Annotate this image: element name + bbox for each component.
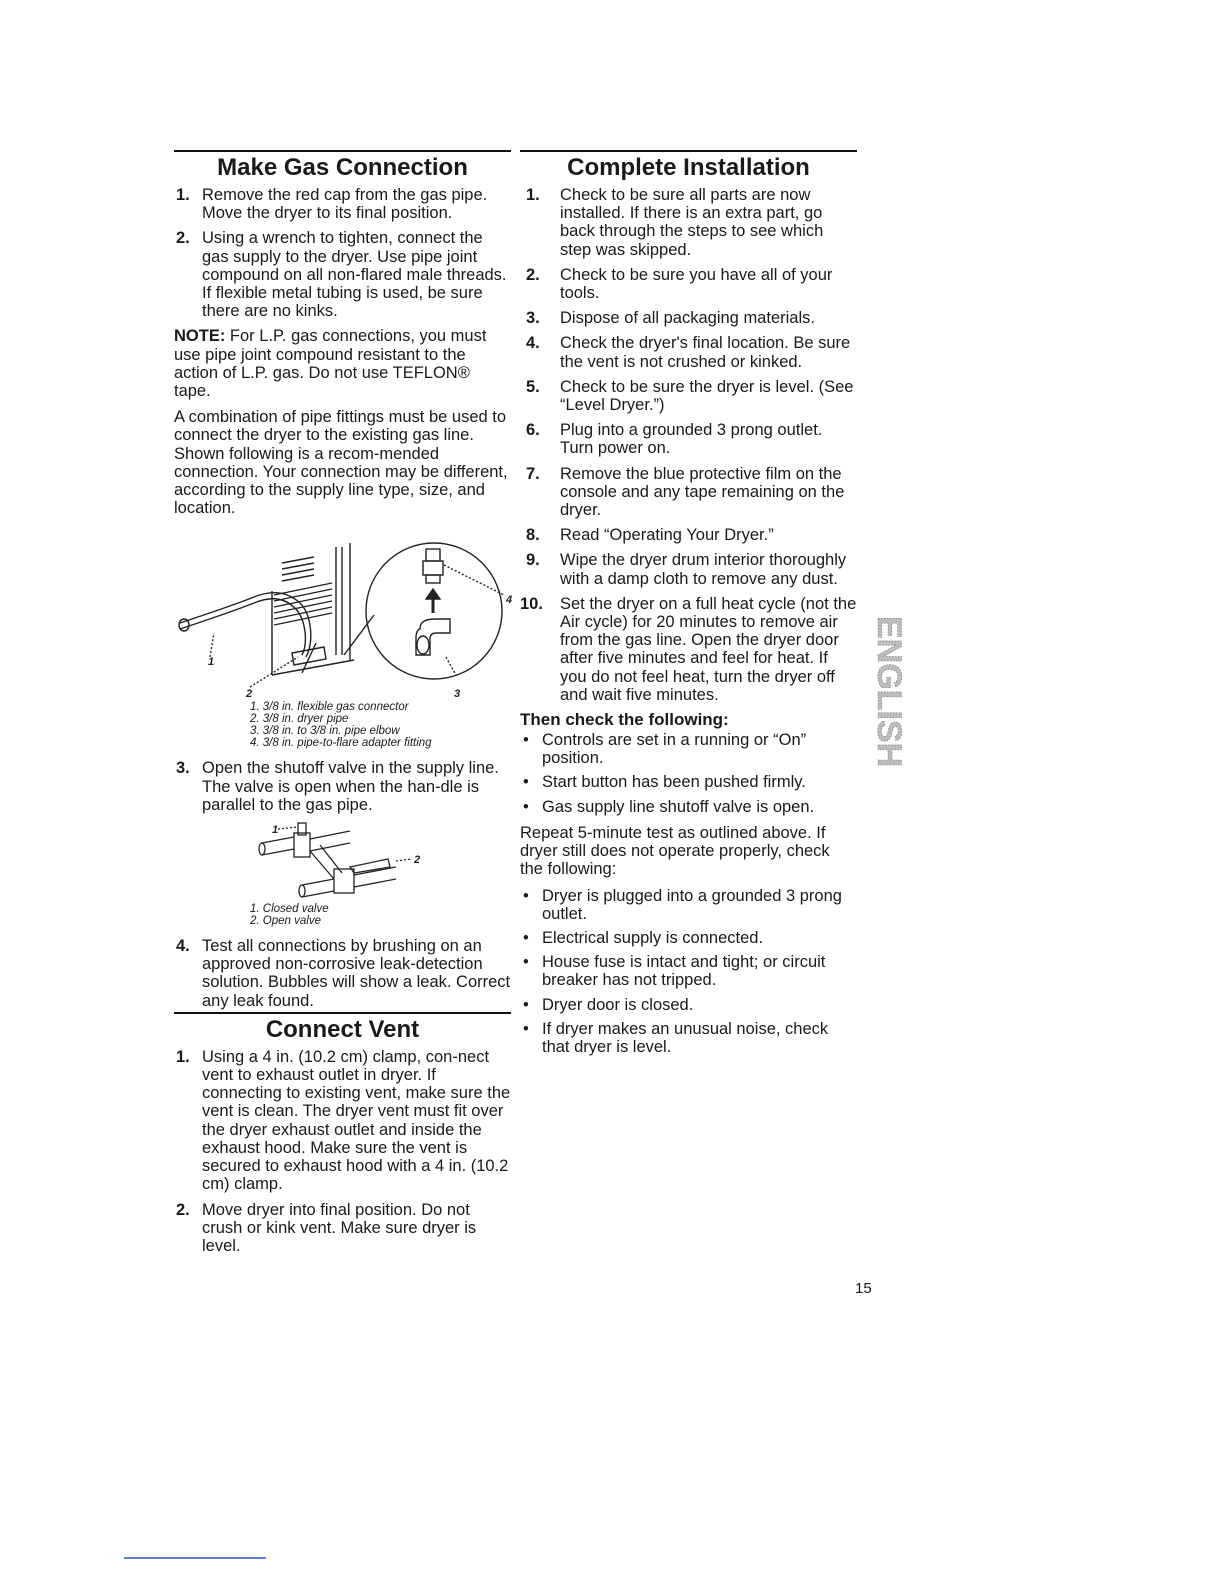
step-number: 2.: [526, 265, 540, 284]
caption-item: 4. 3/8 in. pipe-to-flare adapter fitting: [250, 737, 432, 750]
step-number: 5.: [526, 377, 540, 396]
step-number: 1.: [176, 1047, 190, 1066]
step-text: Check to be sure all parts are now installed. If there is an extra part, go back through the steps to see which step was skipped.: [560, 186, 824, 259]
vent-heading: Connect Vent: [265, 1015, 420, 1043]
caption-item: 1. 3/8 in. flexible gas connector: [250, 701, 409, 714]
complete-step: [520, 309, 857, 327]
gas-steps: [174, 186, 511, 320]
gas-connection-diagram: [174, 525, 511, 701]
side-tab-graphic: [866, 614, 908, 768]
then-check-heading: Then check the following:: [520, 710, 729, 730]
gas-step: [174, 229, 511, 320]
bullet-item: • If dryer makes an unusual noise, check that dryer is level.: [520, 1020, 857, 1056]
fig1-caption-list: [174, 701, 511, 749]
gas-steps-final: [174, 937, 511, 1010]
bullet-item: • Start button has been pushed firmly.: [520, 773, 857, 791]
side-tab-label: ENGLISH: [870, 616, 908, 768]
combo-paragraph: A combination of pipe fittings must be used to connect the dryer to the existing gas line. Shown following is a recom-mended connection. Your connection may be different, according to the supply line type, size, and location.: [174, 408, 508, 518]
complete-step: [520, 378, 857, 414]
complete-step: [520, 266, 857, 302]
step-text: Remove the blue protective film on the console and any tape remaining on the dryer.: [560, 464, 845, 520]
then-check-list: [520, 731, 857, 816]
step-number: 2.: [176, 229, 190, 248]
step-text: Open the shutoff valve in the supply line. The valve is open when the han-dle is parallel to the gas pipe.: [202, 759, 499, 814]
fig1-label-1: 1: [208, 656, 215, 669]
step-text: Read “Operating Your Dryer.”: [560, 526, 774, 545]
step-number: 7.: [526, 464, 540, 483]
step-text: Wipe the dryer drum interior thoroughly with a damp cloth to remove any dust.: [560, 551, 847, 588]
fig1-label-2: 2: [246, 688, 253, 701]
step-number: 10.: [520, 594, 543, 613]
section-rule: [174, 150, 511, 152]
step-number: 4.: [176, 937, 190, 956]
vent-step: [174, 1048, 511, 1194]
step-number: 1.: [526, 186, 540, 204]
repeat-check-list: [520, 887, 857, 1057]
complete-step: [520, 551, 857, 587]
complete-step: [520, 526, 857, 544]
repeat-paragraph: Repeat 5-minute test as outlined above. If dryer still does not operate properly, check the following:: [520, 823, 830, 879]
fig1-label-3: 3: [454, 688, 461, 701]
step-number: 3.: [176, 759, 190, 778]
fig1-label-4: 4: [506, 594, 513, 607]
caption-item: 2. Open valve: [250, 915, 321, 928]
step-number: 3.: [526, 309, 540, 328]
complete-heading: Complete Installation: [567, 154, 810, 181]
section-rule: [174, 1012, 511, 1014]
note-text: For L.P. gas connections, you must use pipe joint compound resistant to the action of L.P. gas. Do not use TEFLON® tape.: [174, 327, 487, 401]
complete-step: [520, 595, 857, 704]
step-text: Remove the red cap from the gas pipe. Move the dryer to its final position.: [202, 186, 488, 223]
bullet-item: • Dryer door is closed.: [520, 996, 857, 1014]
note-label: NOTE:: [174, 327, 226, 346]
step-text: Move dryer into final position. Do not crush or kink vent. Make sure dryer is level.: [202, 1200, 477, 1255]
note-paragraph: [174, 327, 511, 400]
caption-item: 2. 3/8 in. dryer pipe: [250, 713, 349, 726]
gas-steps-continued: [174, 759, 511, 814]
bullet-item: • Electrical supply is connected.: [520, 929, 857, 947]
vent-step: [174, 1201, 511, 1256]
caption-item: 3. 3/8 in. to 3/8 in. pipe elbow: [250, 725, 400, 738]
step-text: Check the dryer's final location. Be sure the vent is not crushed or kinked.: [560, 334, 851, 371]
complete-step: [520, 465, 857, 520]
fig2-caption-list: [174, 903, 511, 927]
step-number: 4.: [526, 334, 540, 353]
complete-step: [520, 334, 857, 370]
gas-step: [174, 759, 511, 814]
step-number: 9.: [526, 551, 540, 570]
complete-step: [520, 186, 857, 259]
step-text: Plug into a grounded 3 prong outlet. Turn power on.: [560, 421, 823, 458]
step-text: Using a 4 in. (10.2 cm) clamp, con-nect vent to exhaust outlet in dryer. If connecting to existing vent, make sure the vent is clean. The dryer vent must fit over the dryer exhaust outlet and inside the exhaust hood. Make sure the vent is secured to exhaust hood with a 4 in. (10.2 cm) clamp.: [202, 1047, 511, 1194]
step-text: Check to be sure the dryer is level. (See “Level Dryer.”): [560, 377, 854, 415]
gas-step: [174, 186, 511, 222]
step-text: Test all connections by brushing on an approved non-corrosive leak-detection solution. Bubbles will show a leak. Correct any leak found.: [202, 937, 511, 1010]
step-number: 6.: [526, 421, 540, 440]
step-text: Dispose of all packaging materials.: [560, 309, 815, 328]
complete-step: [520, 421, 857, 457]
step-text: Set the dryer on a full heat cycle (not the Air cycle) for 20 minutes to remove air from the gas line. Open the dryer door after five minutes and feel for heat. If you do not feel heat, turn the dryer off and wait five minutes.: [560, 594, 857, 704]
bullet-item: • Dryer is plugged into a grounded 3 prong outlet.: [520, 887, 857, 923]
section-rule: [520, 150, 857, 152]
step-text: Check to be sure you have all of your tools.: [560, 265, 833, 303]
gas-step: [174, 937, 511, 1010]
caption-item: 1. Closed valve: [250, 903, 329, 916]
step-text: Using a wrench to tighten, connect the gas supply to the dryer. Use pipe joint compound on all non-flared male threads. If flexible metal tubing is used, be sure there are no kinks.: [202, 229, 507, 321]
page-number: 15: [855, 1280, 872, 1297]
right-column: [520, 150, 857, 1064]
bottom-rule: [124, 1557, 266, 1559]
bullet-item: • Gas supply line shutoff valve is open.: [520, 798, 857, 816]
fig2-label-1: 1: [272, 824, 279, 837]
fig2-label-2: 2: [414, 854, 421, 867]
vent-steps: [174, 1048, 511, 1255]
language-side-tab: [866, 614, 908, 768]
step-number: 1.: [176, 186, 190, 204]
step-number: 2.: [176, 1200, 190, 1219]
step-number: 8.: [526, 526, 540, 545]
valve-illustration: [174, 821, 511, 903]
complete-steps: [520, 186, 857, 704]
bullet-item: • House fuse is intact and tight; or circuit breaker has not tripped.: [520, 953, 857, 989]
valve-diagram: [174, 821, 511, 903]
gas-heading: Make Gas Connection: [217, 154, 468, 181]
gas-connection-illustration: [174, 525, 511, 701]
left-column: [174, 150, 511, 1262]
bullet-item: • Controls are set in a running or “On” position.: [520, 731, 857, 767]
